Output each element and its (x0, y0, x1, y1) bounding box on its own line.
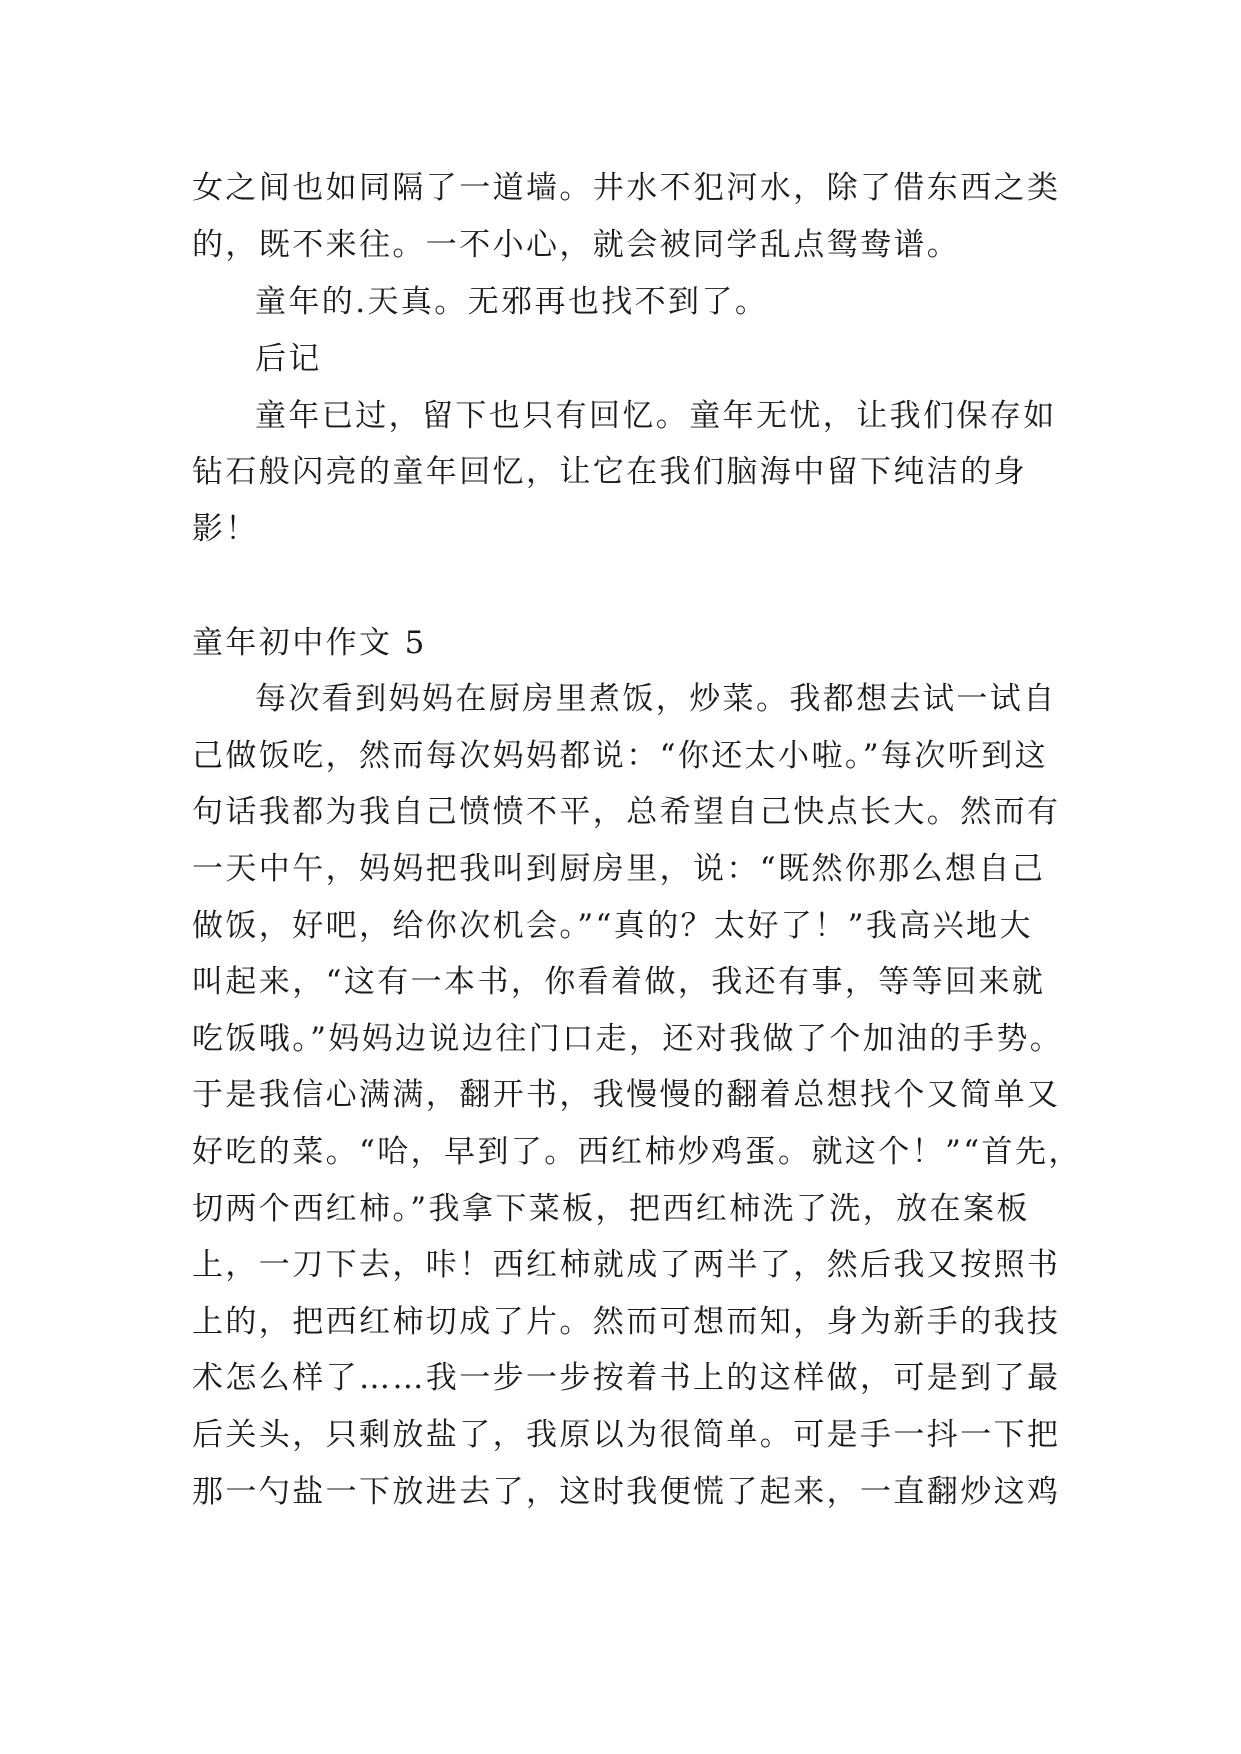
paragraph-line: 女之间也如同隔了一道墙。井水不犯河水，除了借东西之类 (192, 170, 1061, 206)
paragraph-line: 每次看到妈妈在厨房里煮饭，炒菜。我都想去试一试自 (255, 681, 1057, 717)
paragraph-line: 叫起来，“这有一本书，你看着做，我还有事，等等回来就 (192, 964, 1046, 1000)
paragraph-line: 上的，把西红柿切成了片。然而可想而知，身为新手的我技 (192, 1304, 1061, 1340)
paragraph-line: 己做饭吃，然而每次妈妈都说：“你还太小啦。”每次听到这 (192, 738, 1048, 774)
paragraph-line: 钻石般闪亮的童年回忆，让它在我们脑海中留下纯洁的身 (192, 454, 1027, 490)
paragraph-line: 做饭，好吧，给你次机会。”“真的？太好了！”我高兴地大 (192, 908, 1033, 944)
paragraph-line: 于是我信心满满，翻开书，我慢慢的翻着总想找个又简单又 (192, 1077, 1061, 1113)
paragraph-line: 后关头，只剩放盐了，我原以为很简单。可是手一抖一下把 (192, 1417, 1061, 1453)
paragraph-line: 影！ (192, 511, 259, 547)
paragraph-line: 后记 (255, 341, 322, 377)
paragraph-line: 吃饭哦。”妈妈边说边往门口走，还对我做了个加油的手势。 (192, 1021, 1064, 1057)
section-heading: 童年初中作文 5 (192, 625, 427, 661)
paragraph-line: 童年已过，留下也只有回忆。童年无忧，让我们保存如 (255, 398, 1057, 434)
paragraph-line: 切两个西红柿。”我拿下菜板，把西红柿洗了洗，放在案板 (192, 1191, 1030, 1227)
paragraph-line: 术怎么样了……我一步一步按着书上的这样做，可是到了最 (192, 1360, 1061, 1396)
paragraph-line: 好吃的菜。“哈，早到了。西红柿炒鸡蛋。就这个！”“首先， (192, 1134, 1082, 1170)
paragraph-line: 句话我都为我自己愤愤不平，总希望自己快点长大。然而有 (192, 794, 1061, 830)
paragraph-line: 一天中午，妈妈把我叫到厨房里，说：“既然你那么想自己 (192, 851, 1046, 887)
paragraph-line: 童年的.天真。无邪再也找不到了。 (255, 284, 769, 320)
paragraph-line: 的，既不来往。一不小心，就会被同学乱点鸳鸯谱。 (192, 227, 961, 263)
paragraph-line: 上，一刀下去，咔！西红柿就成了两半了，然后我又按照书 (192, 1247, 1061, 1283)
paragraph-line: 那一勺盐一下放进去了，这时我便慌了起来，一直翻炒这鸡 (192, 1474, 1061, 1510)
